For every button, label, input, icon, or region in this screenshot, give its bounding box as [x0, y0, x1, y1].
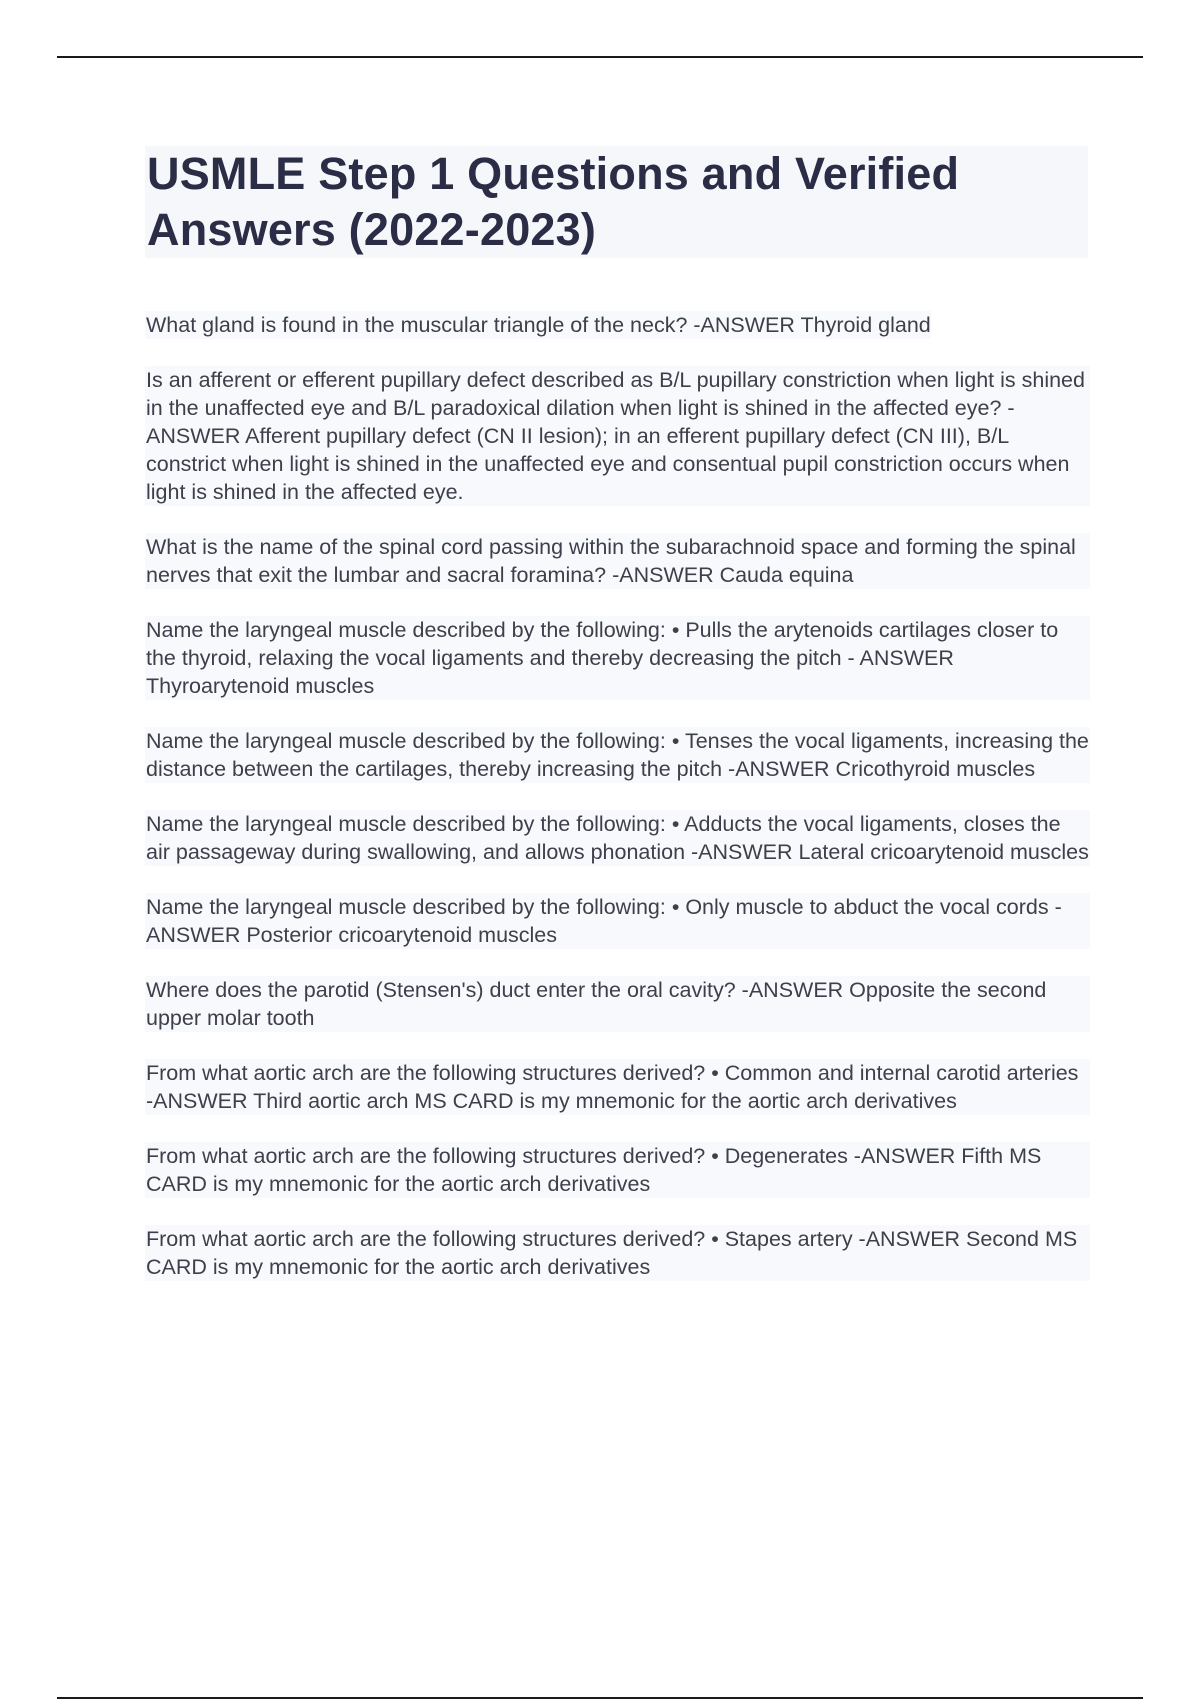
qa-item: Where does the parotid (Stensen's) duct enter the oral cavity? -ANSWER Opposite the second upper molar tooth — [145, 976, 1090, 1032]
qa-list — [145, 311, 1090, 1308]
qa-item: From what aortic arch are the following structures derived? • Common and internal carotid arteries -ANSWER Third aortic arch MS CARD is my mnemonic for the aortic arch derivatives — [145, 1059, 1090, 1115]
qa-item: What is the name of the spinal cord passing within the subarachnoid space and forming the spinal nerves that exit the lumbar and sacral foramina? -ANSWER Cauda equina — [145, 533, 1090, 589]
qa-item: What gland is found in the muscular triangle of the neck? -ANSWER Thyroid gland — [146, 313, 931, 337]
title-block — [145, 146, 1088, 258]
document-title: USMLE Step 1 Questions and Verified Answers (2022-2023) — [147, 148, 960, 255]
qa-item: Is an afferent or efferent pupillary defect described as B/L pupillary constriction when light is shined in the unaffected eye and B/L paradoxical dilation when light is shined in the affected eye? -ANSWER Afferent pupillary defect (CN II lesion); in an efferent pupillary defect (CN III), B/L constrict when light is shined in the unaffected eye and consentual pupil constriction occurs when light is shined in the affected eye. — [145, 366, 1090, 506]
qa-item: Name the laryngeal muscle described by the following: • Tenses the vocal ligaments, increasing the distance between the cartilages, thereby increasing the pitch -ANSWER Cricothyroid muscles — [146, 729, 1089, 781]
qa-item: Name the laryngeal muscle described by the following: • Adducts the vocal ligaments, closes the air passageway during swallowing, and allows phonation -ANSWER Lateral cricoarytenoid muscles — [146, 812, 1089, 864]
qa-item: From what aortic arch are the following structures derived? • Degenerates -ANSWER Fifth MS CARD is my mnemonic for the aortic arch derivatives — [145, 1142, 1090, 1198]
bottom-rule — [57, 1697, 1143, 1699]
qa-item: From what aortic arch are the following structures derived? • Stapes artery -ANSWER Second MS CARD is my mnemonic for the aortic arch derivatives — [145, 1225, 1090, 1281]
qa-item: Name the laryngeal muscle described by the following: • Pulls the arytenoids cartilages closer to the thyroid, relaxing the vocal ligaments and thereby decreasing the pitch - ANSWER Thyroarytenoid muscles — [145, 616, 1090, 700]
top-rule — [57, 56, 1143, 58]
qa-item: Name the laryngeal muscle described by the following: • Only muscle to abduct the vocal cords -ANSWER Posterior cricoarytenoid muscles — [145, 893, 1090, 949]
